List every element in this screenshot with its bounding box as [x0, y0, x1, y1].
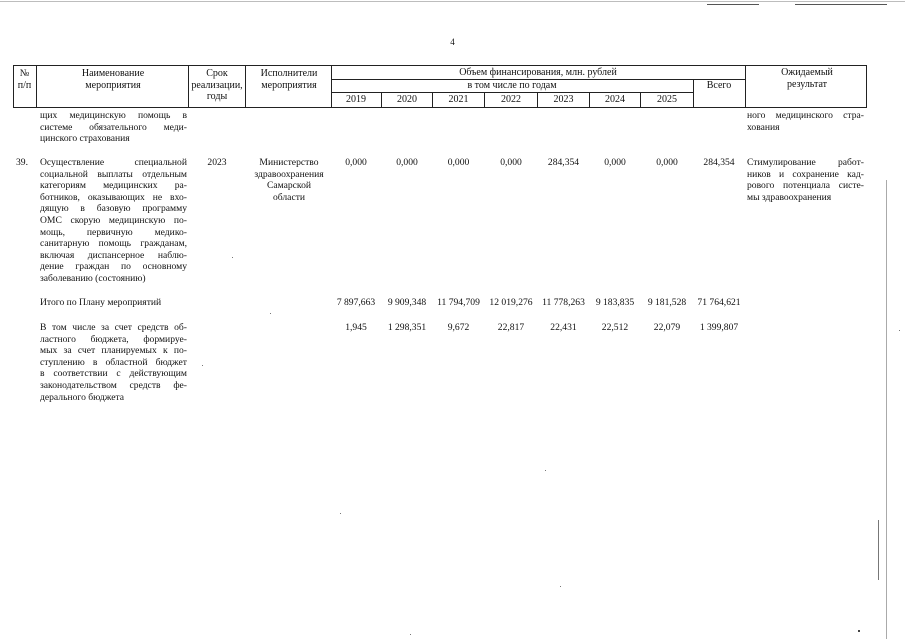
row39-value: 0,000: [345, 157, 367, 168]
row39-result: Стимулирование работ- ников и сохранение кад- рового потенциала систе- мы здравоохранения: [747, 157, 864, 203]
regional-value: 1 298,351: [387, 322, 427, 333]
scan-speck: [340, 513, 341, 514]
row39-value: 0,000: [500, 157, 522, 168]
total-value: 11 778,263: [542, 297, 585, 308]
continuation-result: ного медицинского стра- хования: [747, 110, 864, 133]
total-sum: 71 764,621: [697, 297, 741, 308]
total-value: 7 897,663: [336, 297, 376, 308]
header-total: Всего: [706, 80, 732, 91]
scan-speck: [545, 470, 546, 471]
header-result: Ожидаемый результат: [781, 67, 833, 90]
regional-value: 22,431: [550, 322, 577, 333]
header-years-border: [331, 92, 693, 93]
scan-speck: [270, 313, 271, 314]
regional-sum: 1 399,807: [699, 322, 739, 333]
total-value: 12 019,276: [489, 297, 533, 308]
total-value: 9 909,348: [387, 297, 427, 308]
header-top-border: [13, 65, 867, 66]
header-name: Наименование мероприятия: [81, 68, 145, 91]
header-no: [13, 68, 36, 91]
col-border: [866, 65, 867, 108]
header-funding: Объем финансирования, млн. рублей: [459, 67, 617, 78]
header-term: Срок реализации, годы: [191, 68, 243, 102]
header-no-abbr: п/п: [17, 79, 32, 91]
row39-name: Осуществление специальной социальной выплаты отдельным категориям медицинских ра- ботников, оказывающих не вхо- дящую в базовую программу ОМС скорую медицинскую по- мощь, первичную медико- санитарную помощь гражданам, включая диспансерное наблю- дение граждан по основному заболеванию (состоянию): [40, 157, 187, 284]
row39-executor: Министерство здравоохранения Самарской области: [254, 157, 324, 203]
header-bottom-border: [13, 107, 867, 108]
row39-value: 0,000: [396, 157, 418, 168]
regional-value: 22,512: [601, 322, 629, 333]
header-year: 2020: [397, 94, 417, 105]
row39-value: 0,000: [604, 157, 626, 168]
row39-value: 0,000: [447, 157, 470, 168]
header-year: 2021: [448, 94, 469, 105]
row39-value: 0,000: [656, 157, 678, 168]
col-border: [745, 65, 746, 108]
regional-value: 9,672: [447, 322, 470, 333]
row39-term: 2023: [207, 157, 227, 168]
regional-label: В том числе за счет средств об- ластного бюджета, формируе- мых за счет планируемых к по- ступлению в областной бюджет в соответствии с действующим законодательством средств фе- дерального бюджета: [40, 322, 187, 403]
header-year: 2023: [553, 94, 574, 105]
page-number: 4: [450, 37, 455, 47]
col-border: [36, 65, 37, 108]
row39-total: 284,354: [703, 157, 735, 168]
scan-edge-line: [878, 520, 879, 580]
regional-value: 22,817: [497, 322, 525, 333]
scan-speck: [232, 257, 233, 258]
header-executors: Исполнители мероприятия: [260, 68, 318, 91]
scan-speck: [858, 630, 860, 632]
scan-speck: [560, 586, 561, 587]
row-number: 39.: [16, 157, 28, 168]
header-no-symbol: №: [19, 68, 30, 79]
total-value: 11 794,709: [437, 297, 480, 308]
regional-value: 22,079: [653, 322, 681, 333]
scan-speck: [899, 330, 900, 331]
scan-mark: [795, 4, 887, 5]
header-year: 2025: [657, 94, 677, 105]
scan-speck: [202, 365, 203, 366]
scan-mark: [707, 4, 759, 5]
regional-value: 1,945: [345, 322, 367, 333]
continuation-name: щих медицинскую помощь в системе обязательного меди- цинского страхования: [40, 110, 187, 145]
header-year: 2022: [501, 94, 521, 105]
scan-edge-line: [886, 180, 887, 639]
header-year: 2019: [346, 94, 366, 105]
total-label: Итого по Плану мероприятий: [40, 297, 162, 308]
total-value: 9 181,528: [647, 297, 687, 308]
row39-value: 284,354: [547, 157, 580, 168]
header-year: 2024: [605, 94, 625, 105]
scan-speck: [410, 634, 411, 635]
scan-edge-line: [0, 1, 905, 2]
total-value: 9 183,835: [595, 297, 635, 308]
header-by-years: в том числе по годам: [467, 80, 557, 91]
